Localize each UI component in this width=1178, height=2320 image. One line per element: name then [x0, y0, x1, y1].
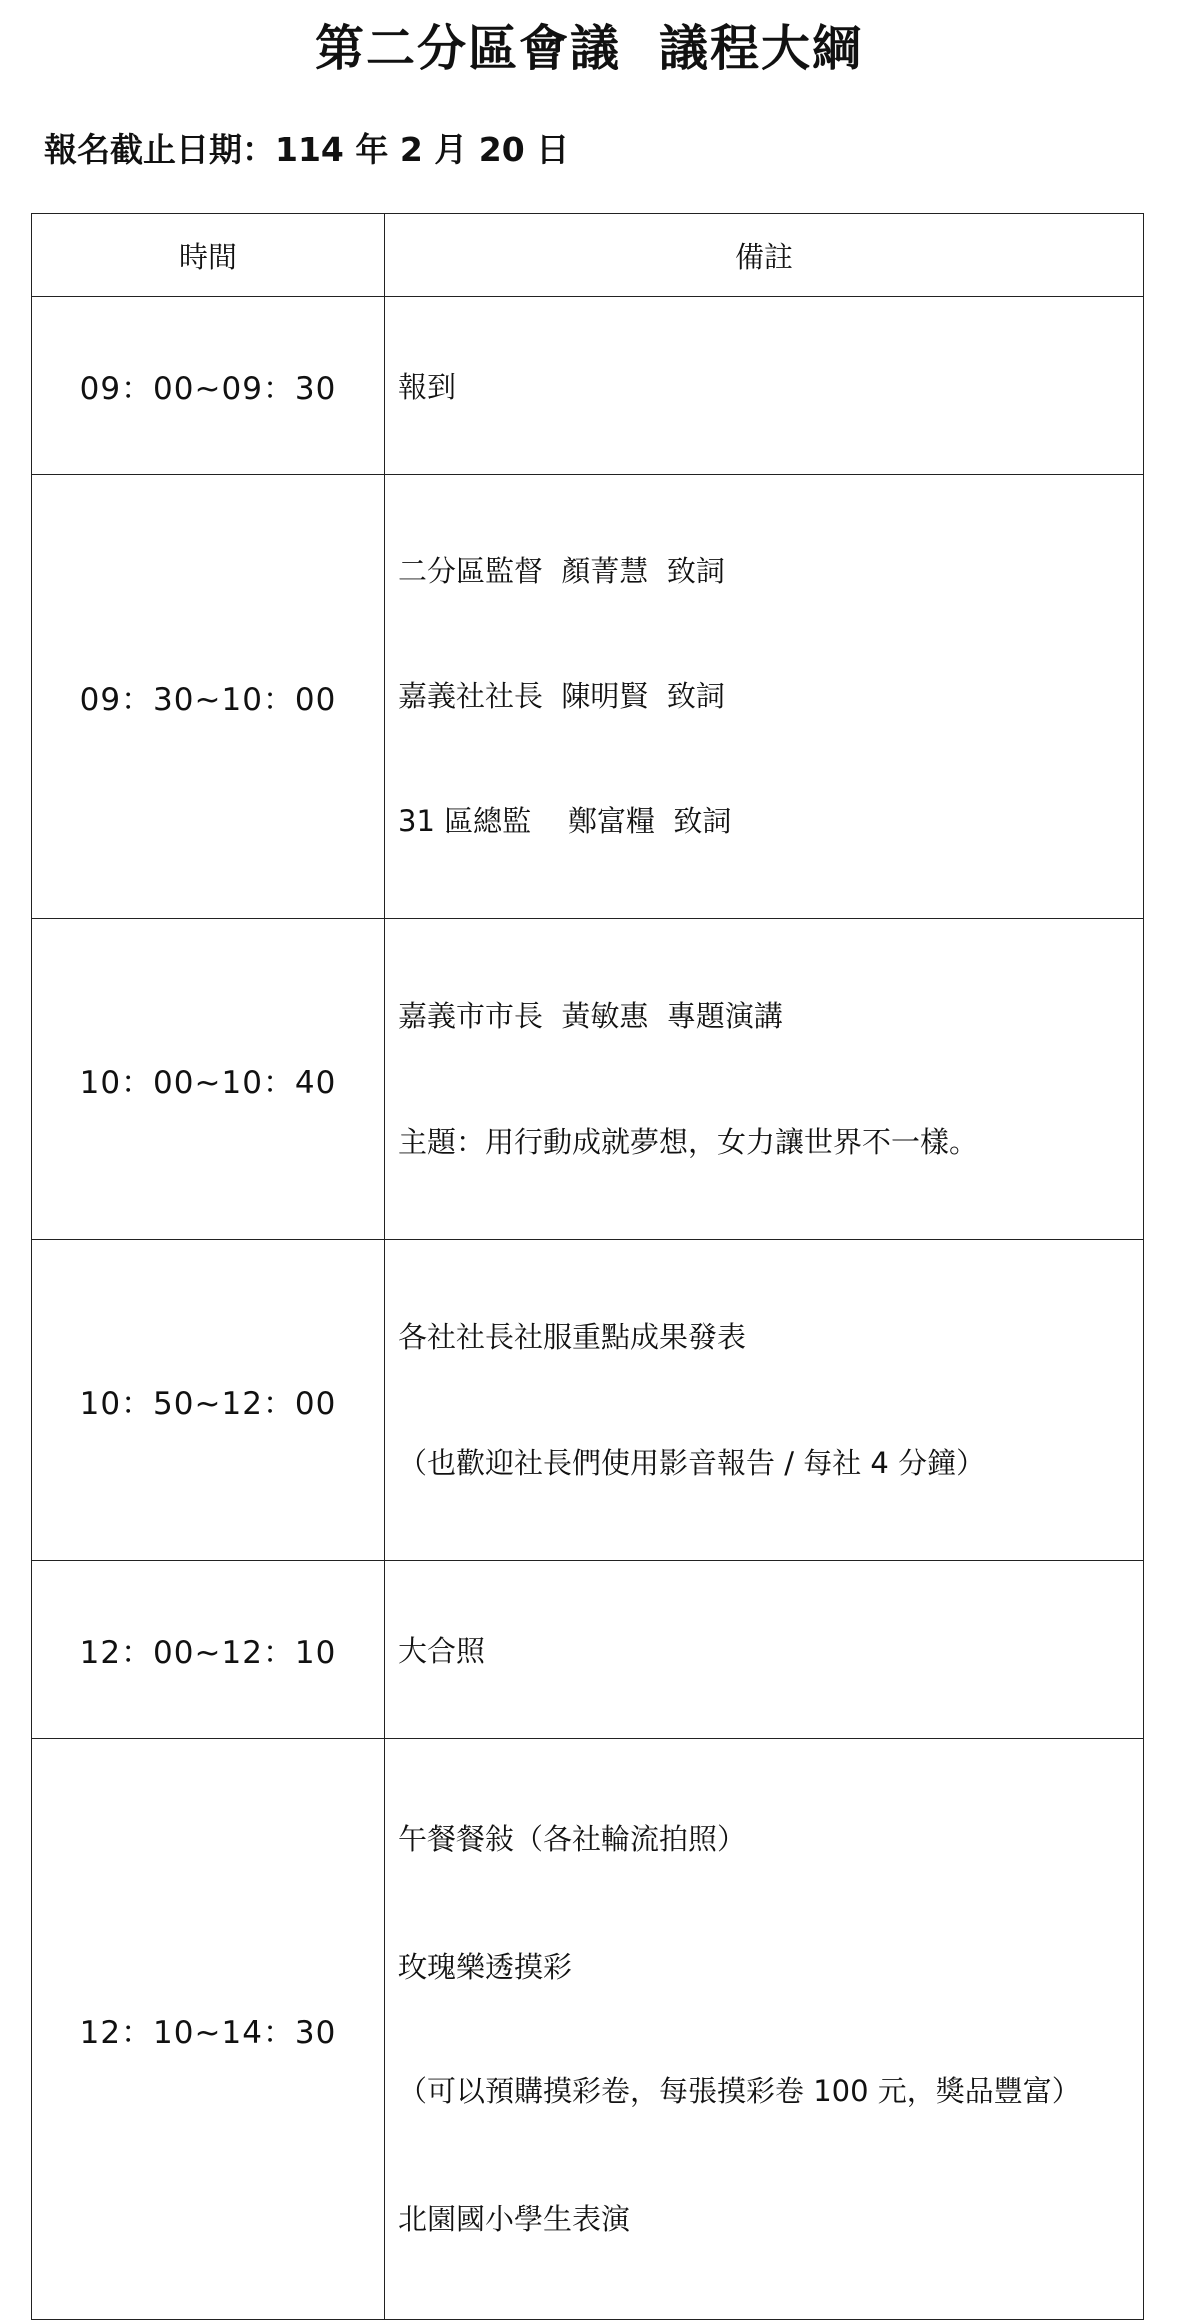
- note-line: 二分區監督 顏菁慧 致詞: [398, 554, 725, 588]
- note-line: （可以預購摸彩卷，每張摸彩卷 100 元，獎品豐富）: [398, 2074, 1081, 2108]
- document-title: 第二分區會議 議程大綱: [314, 20, 864, 77]
- note-line: 各社社長社服重點成果發表: [398, 1320, 747, 1354]
- note-cell: [385, 1561, 1144, 1739]
- note-line: 北園國小學生表演: [398, 2202, 631, 2236]
- table-row: [32, 1561, 1144, 1739]
- table-row: [32, 297, 1144, 475]
- note-column-header: 備註: [385, 214, 1144, 297]
- note-line: 嘉義市市長 黃敏惠 專題演講: [398, 999, 783, 1033]
- note-line: 主題：用行動成就夢想，女力讓世界不一樣。: [398, 1125, 979, 1159]
- time-cell: 09：00~09：30: [32, 297, 385, 475]
- table-header-row: [32, 214, 1144, 297]
- table-row: [32, 1240, 1144, 1561]
- note-cell: [385, 1739, 1144, 2320]
- note-line: 玫瑰樂透摸彩: [398, 1950, 573, 1984]
- time-cell: 09：30~10：00: [32, 475, 385, 919]
- time-cell: 10：50~12：00: [32, 1240, 385, 1561]
- note-line: 午餐餐敍（各社輪流拍照）: [398, 1822, 747, 1856]
- time-cell: 10：00~10：40: [32, 919, 385, 1240]
- note-cell: [385, 1240, 1144, 1561]
- note-line: 報到: [398, 370, 457, 404]
- table-row: [32, 475, 1144, 919]
- time-cell: 12：10~14：30: [32, 1739, 385, 2320]
- note-cell: [385, 475, 1144, 919]
- time-cell: 12：00~12：10: [32, 1561, 385, 1739]
- time-column-header: 時間: [32, 214, 385, 297]
- note-cell: [385, 297, 1144, 475]
- registration-deadline: 報名截止日期：114 年 2 月 20 日: [44, 130, 570, 169]
- note-line: 31 區總監 鄭富糧 致詞: [398, 804, 732, 838]
- note-cell: [385, 919, 1144, 1240]
- note-line: 嘉義社社長 陳明賢 致詞: [398, 679, 725, 713]
- table-row: [32, 919, 1144, 1240]
- table-row: [32, 1739, 1144, 2320]
- note-line: （也歡迎社長們使用影音報告 / 每社 4 分鐘）: [398, 1446, 986, 1480]
- agenda-table: [31, 213, 1144, 2320]
- note-line: 大合照: [398, 1634, 486, 1668]
